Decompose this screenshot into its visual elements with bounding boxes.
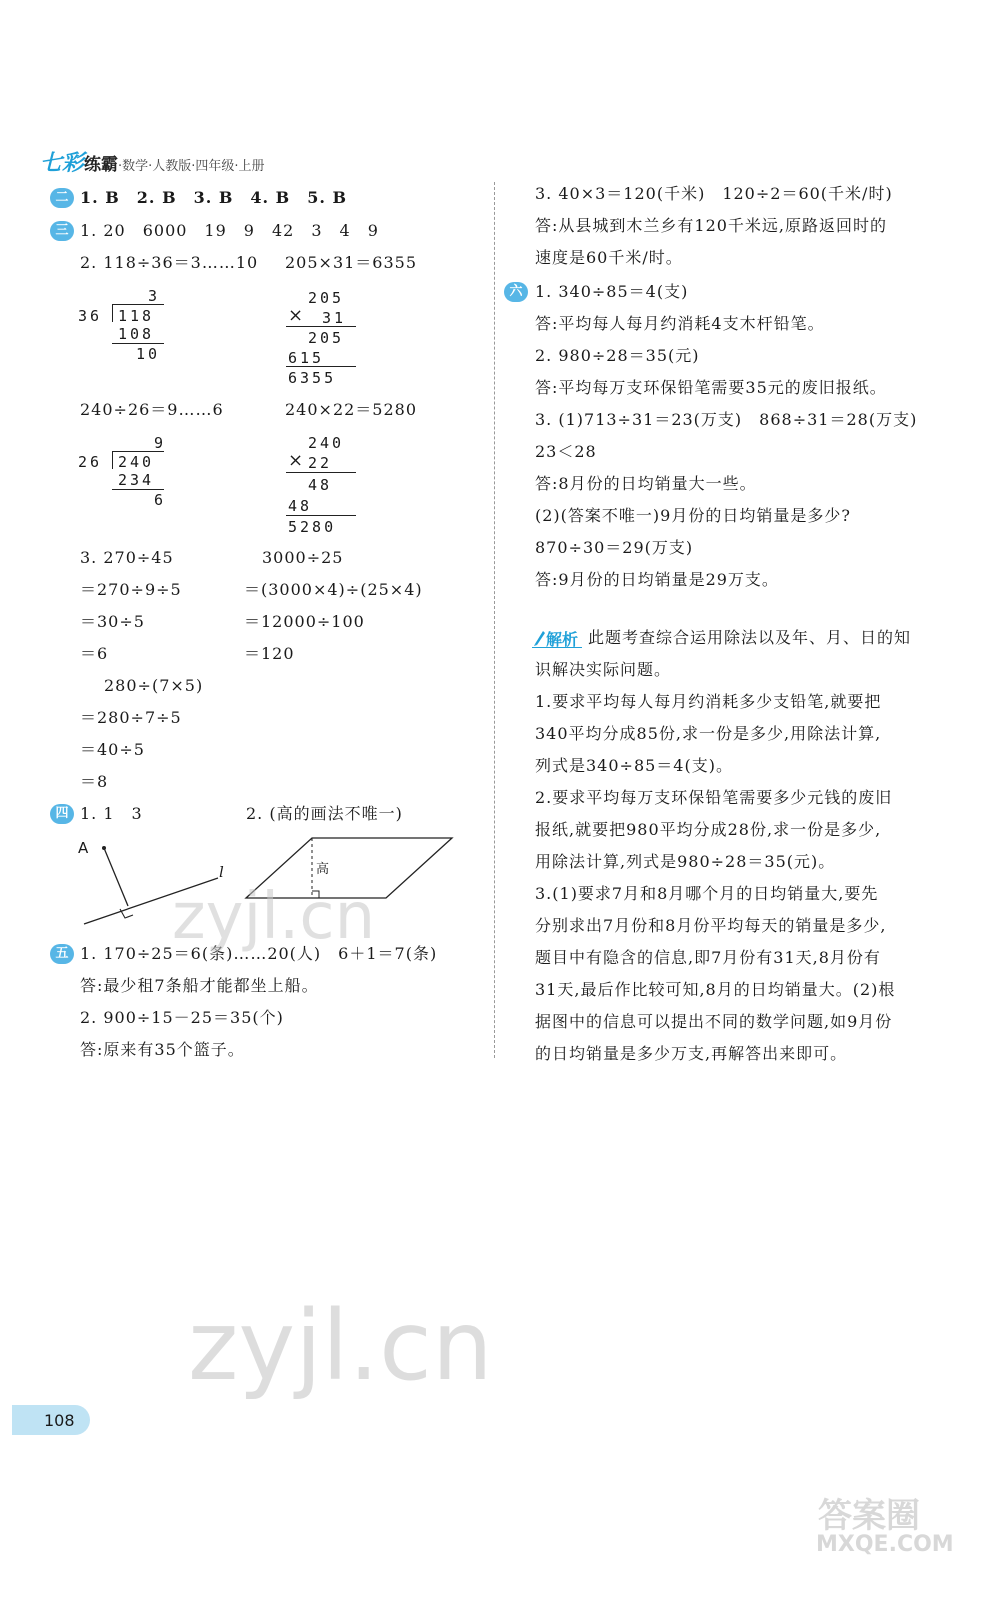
s4-q1: 1. 1 3 [80, 804, 143, 823]
analysis-line-12: 31天,最后作比较可知,8月的日均销量大。(2)根 [535, 980, 896, 999]
s6-q1-answer: 答:平均每人每月约消耗4支木杆铅笔。 [535, 314, 825, 333]
mul1-a: 205 [308, 289, 345, 307]
s4-q2: 2. (高的画法不唯一) [246, 804, 403, 823]
mul1-p2: 615 [288, 349, 325, 367]
mul2-a: 240 [308, 434, 345, 452]
s3-q2-eq4: 240×22＝5280 [285, 400, 418, 419]
s2-answers: 1. B 2. B 3. B 4. B 5. B [80, 188, 347, 207]
div2-dividend: 240 [118, 453, 155, 471]
analysis-line-13: 据图中的信息可以提出不同的数学问题,如9月份 [535, 1012, 893, 1031]
div2-divisor: 26 [78, 453, 103, 471]
analysis-line-5: 列式是340÷85＝4(支)。 [535, 756, 733, 775]
height-label: 高 [316, 862, 331, 877]
mul2-result: 5280 [288, 518, 337, 536]
brand-name: 练霸 [84, 155, 119, 175]
s3-q3b-line1: 3000÷25 [262, 548, 344, 567]
section-badge-6: 六 [504, 282, 528, 302]
section-badge-4: 四 [50, 804, 74, 824]
s5-q1-answer: 答:最少租7条船才能都坐上船。 [80, 976, 319, 995]
analysis-line-4: 340平均分成85份,求一份是多少,用除法计算, [535, 724, 882, 743]
mul2-b: 22 [308, 454, 333, 472]
analysis-label: 解析 [532, 627, 584, 649]
watermark-4: MXQE.COM [816, 1532, 954, 1557]
column-divider [494, 182, 495, 1058]
analysis-line-11: 题目中有隐含的信息,即7月份有31天,8月份有 [535, 948, 881, 967]
pencil-icon [532, 628, 546, 646]
s3-q3a-line2: ＝270÷9÷5 [80, 580, 182, 599]
s6-q3-part1: 3. (1)713÷31＝23(万支) 868÷31＝28(万支) [535, 410, 918, 429]
s3-q3b-line2: ＝(3000×4)÷(25×4) [244, 580, 423, 599]
s5-q2-answer: 答:原来有35个篮子。 [80, 1040, 245, 1059]
mul2-p1: 48 [308, 476, 333, 494]
s6-q1: 1. 340÷85＝4(支) [535, 282, 689, 301]
s6-q3-answer-2: 答:9月份的日均销量是29万支。 [535, 570, 779, 589]
point-a-label: A [78, 839, 90, 857]
s3-q3c-line4: ＝8 [80, 772, 109, 791]
mul1-result: 6355 [288, 369, 337, 387]
div1-dividend: 118 [118, 307, 155, 325]
watermark-2: zyjl.cn [188, 1290, 493, 1402]
div2-product: 234 [118, 471, 155, 489]
div1-remainder: 10 [136, 345, 161, 363]
s5-q1: 1. 170÷25＝6(条)……20(人) 6＋1＝7(条) [80, 944, 438, 963]
s6-q3-answer-1: 答:8月份的日均销量大一些。 [535, 474, 757, 493]
s6-q3-part2: (2)(答案不唯一)9月份的日均销量是多少? [535, 506, 851, 525]
page-number: 108 [44, 1411, 75, 1430]
mul2-p2: 48 [288, 497, 313, 515]
line-l-label: l [219, 863, 225, 881]
s3-q3c-line3: ＝40÷5 [80, 740, 145, 759]
div2-quotient: 9 [154, 434, 167, 452]
analysis-line-6: 2.要求平均每万支环保铅笔需要多少元钱的废旧 [535, 788, 893, 807]
s6-q2-answer: 答:平均每万支环保铅笔需要35元的废旧报纸。 [535, 378, 887, 397]
s3-q1: 1. 20 6000 19 9 42 3 4 9 [80, 221, 379, 240]
s3-q2-eq2: 205×31＝6355 [285, 253, 418, 272]
analysis-line-8: 用除法计算,列式是980÷28＝35(元)。 [535, 852, 836, 871]
book-subtitle: ·数学·人教版·四年级·上册 [118, 159, 265, 174]
s3-q3b-line3: ＝12000÷100 [244, 612, 365, 631]
analysis-line-10: 分别求出7月份和8月份平均每天的销量是多少, [535, 916, 887, 935]
s6-q3-eq: 870÷30＝29(万支) [535, 538, 694, 557]
s3-q3a-line3: ＝30÷5 [80, 612, 145, 631]
div1-divisor: 36 [78, 307, 103, 325]
div1-product: 108 [118, 325, 155, 343]
watermark-1: zyjl.cn [172, 880, 376, 954]
section-badge-5: 五 [50, 944, 74, 964]
s3-q3c-line2: ＝280÷7÷5 [80, 708, 182, 727]
s5-q2: 2. 900÷15－25＝35(个) [80, 1008, 284, 1027]
s3-q2-eq3: 240÷26＝9……6 [80, 400, 224, 419]
mul1-b: 31 [322, 309, 347, 327]
analysis-line-7: 报纸,就要把980平均分成28份,求一份是多少, [535, 820, 882, 839]
r-q3: 3. 40×3＝120(千米) 120÷2＝60(千米/时) [535, 184, 893, 203]
s3-q3a-line1: 3. 270÷45 [80, 548, 174, 567]
analysis-line-14: 的日均销量是多少万支,再解答出来即可。 [535, 1044, 848, 1063]
brand-logo: 七彩 [40, 151, 85, 176]
page-header [40, 146, 460, 176]
analysis-line-1: 此题考查综合运用除法以及年、月、日的知 [588, 628, 912, 647]
s6-q3-compare: 23＜28 [535, 442, 597, 461]
analysis-line-2: 识解决实际问题。 [535, 660, 672, 679]
s3-q3b-line4: ＝120 [244, 644, 295, 663]
analysis-line-3: 1.要求平均每人每月约消耗多少支铅笔,就要把 [535, 692, 882, 711]
s3-q3a-line4: ＝6 [80, 644, 109, 663]
s6-q2: 2. 980÷28＝35(元) [535, 346, 700, 365]
div2-remainder: 6 [154, 491, 167, 509]
section-badge-3: 三 [50, 221, 74, 241]
div1-quotient: 3 [148, 287, 161, 305]
s3-q2-eq1: 2. 118÷36＝3……10 [80, 253, 259, 272]
r-q3-answer-2: 速度是60千米/时。 [535, 248, 683, 267]
s3-q3c-line1: 280÷(7×5) [104, 676, 204, 695]
section-badge-2: 二 [50, 188, 74, 208]
mul1-p1: 205 [308, 329, 345, 347]
analysis-line-9: 3.(1)要求7月和8月哪个月的日均销量大,要先 [535, 884, 879, 903]
watermark-3: 答案圈 [818, 1496, 920, 1536]
r-q3-answer-1: 答:从县城到木兰乡有120千米远,原路返回时的 [535, 216, 888, 235]
